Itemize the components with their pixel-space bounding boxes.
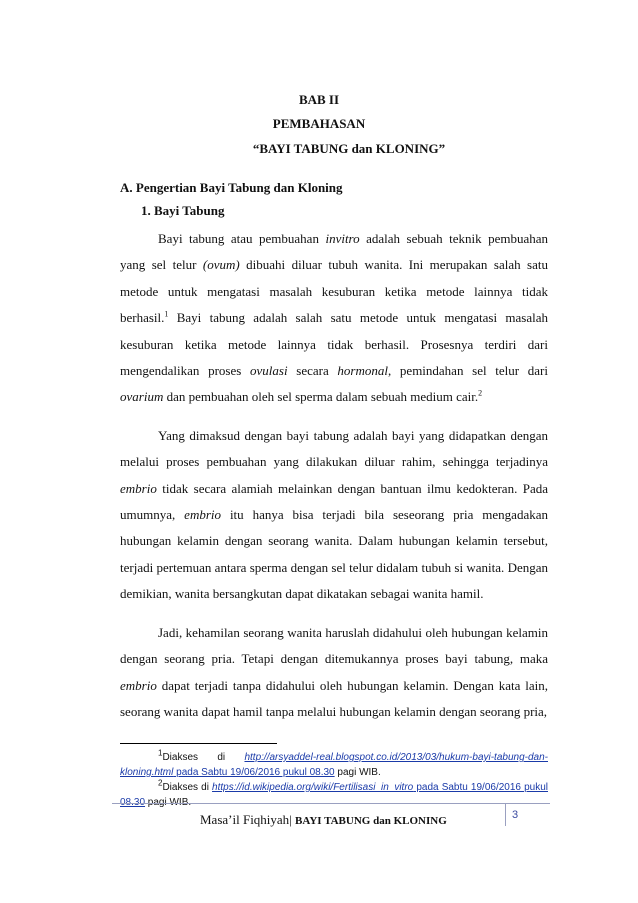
footnote-date: pada Sabtu 19/06/2016 pukul — [416, 782, 548, 793]
section-label: PEMBAHASAN — [272, 116, 366, 131]
footnote-date: pada Sabtu 19/06/2016 pukul 08.30 — [173, 767, 335, 778]
text-run: Bayi tabung adalah salah satu metode untuk mengatasi masalah kesuburan ketika metode lainnya tidak berhasil. Prosesnya terdiri dari mengendalikan proses — [120, 310, 548, 379]
text-run: itu hanya bisa terjadi bila seseorang pria mengadakan hubungan kelamin dengan seorang wanita. Dalam hubungan kelamin tersebut, terjadi pertemuan antara sperma dengan sel telur didalam tubuh si wanita. Dengan demikian, wanita bersangkutan dapat dikatakan sebagai wanita hamil. — [120, 507, 548, 602]
page-footer — [200, 812, 447, 828]
italic-term: invitro — [325, 231, 360, 246]
footnote-number: 2 — [158, 778, 163, 788]
text-run: Bayi tabung atau pembuahan — [158, 231, 326, 246]
text-run: Jadi, kehamilan seorang wanita haruslah didahului oleh hubungan kelamin dengan seorang pria. Tetapi dengan ditemukannya proses bayi tabung, maka — [120, 624, 548, 667]
text-run: Yang dimaksud dengan bayi tabung adalah bayi yang didapatkan dengan melalui proses pembuahan yang dilakukan diluar rahim, sehingga terjadinya — [120, 427, 548, 470]
footnotes — [120, 750, 548, 810]
footnote-link[interactable]: https://id.wikipedia.org/wiki/Fertilisasi_in_vitro — [212, 782, 414, 793]
footer-course: Masa’il Fiqhiyah| — [200, 812, 296, 827]
text-run: adalah sebuah teknik pembuahan yang sel telur — [120, 231, 549, 273]
footnote-1 — [120, 750, 548, 780]
footnote-text: Diakses di — [162, 752, 245, 763]
text-run: , pemindahan sel telur dari — [387, 363, 548, 379]
chapter-title: “BAYI TABUNG dan KLONING” — [252, 141, 446, 156]
text-run: dibuahi diluar tubuh wanita. Ini merupakan salah satu metode untuk mengatasi masalah kesuburan ketika metode lainnya tidak berhasil. — [120, 257, 548, 326]
paragraph-1 — [120, 226, 548, 411]
subheading-1: 1. Bayi Tabung — [141, 203, 225, 218]
footnote-ref: 1 — [164, 309, 169, 319]
italic-term: ovulasi — [250, 363, 288, 379]
footnote-text: Diakses di — [162, 782, 213, 793]
footnote-text: pagi WIB. — [334, 767, 381, 778]
footnote-ref: 2 — [478, 389, 483, 399]
footer-separator — [112, 803, 550, 804]
text-run: tidak secara alamiah melainkan dengan bantuan ilmu kedokteran. Pada umumnya, — [120, 480, 548, 523]
italic-term: embrio — [120, 677, 157, 693]
chapter-label: BAB II — [298, 92, 340, 107]
italic-term: embrio — [120, 480, 157, 496]
italic-term: (ovum) — [202, 257, 240, 273]
paragraph-2 — [120, 423, 548, 608]
text-run: dan pembuahan oleh sel sperma dalam sebuah medium cair. — [163, 389, 479, 405]
text-run: secara — [287, 363, 338, 379]
italic-term: embrio — [184, 507, 222, 523]
italic-term: hormonal — [337, 363, 388, 379]
body-text — [120, 226, 548, 737]
footnote-separator — [120, 743, 277, 744]
text-run: dapat terjadi tanpa didahului oleh hubungan kelamin. Dengan kata lain, seorang wanita dapat hamil tanpa melalui hubungan kelamin dengan seorang pria, — [120, 677, 548, 719]
paragraph-3 — [120, 620, 548, 726]
page-number: 3 — [505, 804, 540, 826]
footer-title: BAYI TABUNG dan KLONING — [295, 815, 447, 827]
footnote-number: 1 — [158, 748, 163, 758]
italic-term: ovarium — [120, 389, 164, 405]
footnote-link[interactable]: http://arsyaddel-real.blogspot.co.id/2013/03/hukum-bayi-tabung-dan-kloning.html — [120, 752, 548, 778]
footnote-2 — [120, 780, 548, 810]
subheading-a: A. Pengertian Bayi Tabung dan Kloning — [120, 180, 343, 195]
